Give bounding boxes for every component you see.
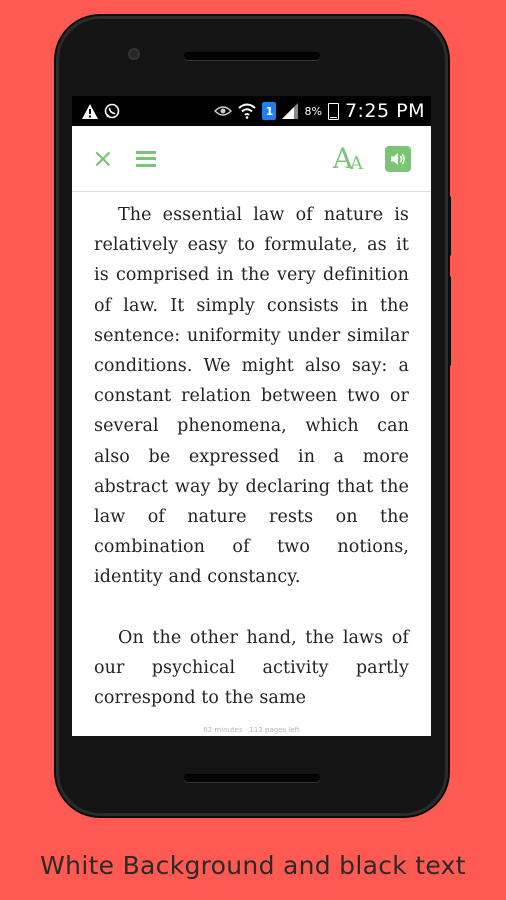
- sim-badge: 1: [262, 102, 276, 120]
- font-size-icon[interactable]: [332, 141, 363, 175]
- front-camera: [128, 48, 140, 60]
- font-icon-large-a: A: [332, 141, 353, 175]
- status-right: [214, 100, 425, 122]
- signal-icon: [282, 103, 298, 119]
- earpiece-speaker: [184, 52, 320, 60]
- caption: White Background and black text: [40, 851, 466, 880]
- paragraph: On the other hand, the laws of our psychical activity partly correspond to the same: [94, 627, 409, 709]
- wifi-icon: [238, 103, 256, 119]
- whatsapp-icon: [104, 103, 120, 119]
- phone-frame: [56, 16, 448, 816]
- font-icon-small-a: A: [350, 152, 363, 174]
- bottom-speaker: [184, 774, 320, 782]
- warning-icon: [82, 104, 98, 119]
- reader-content[interactable]: [72, 192, 431, 712]
- reading-progress: 62 minutes · 112 pages left: [203, 726, 300, 734]
- menu-icon[interactable]: [136, 151, 156, 167]
- speaker-icon[interactable]: [385, 146, 411, 172]
- clock: 7:25 PM: [344, 100, 425, 122]
- toolbar-left: [92, 143, 156, 174]
- toolbar-right: [332, 141, 411, 175]
- screen: [72, 96, 431, 736]
- battery-icon: [328, 103, 339, 120]
- paragraph: The essential law of nature is relatively easy to formulate, as it is comprised in the very definition of law. It simply consists in the sentence: uniformity under similar conditions. We might also say: a constant relation between two or several phenomena, which can also be expressed in a more abstract way by declaring that the law of nature rests on the combination of two notions, identity and constancy.: [94, 205, 409, 588]
- battery-percent: 8%: [304, 104, 322, 118]
- volume-glyph: [390, 152, 406, 166]
- status-bar: [72, 96, 431, 126]
- volume-rocker: [448, 276, 451, 366]
- close-icon[interactable]: ×: [92, 143, 114, 174]
- power-button: [448, 196, 451, 256]
- status-left: [82, 103, 120, 119]
- reader-toolbar: [72, 126, 431, 192]
- eye-icon: [214, 105, 232, 117]
